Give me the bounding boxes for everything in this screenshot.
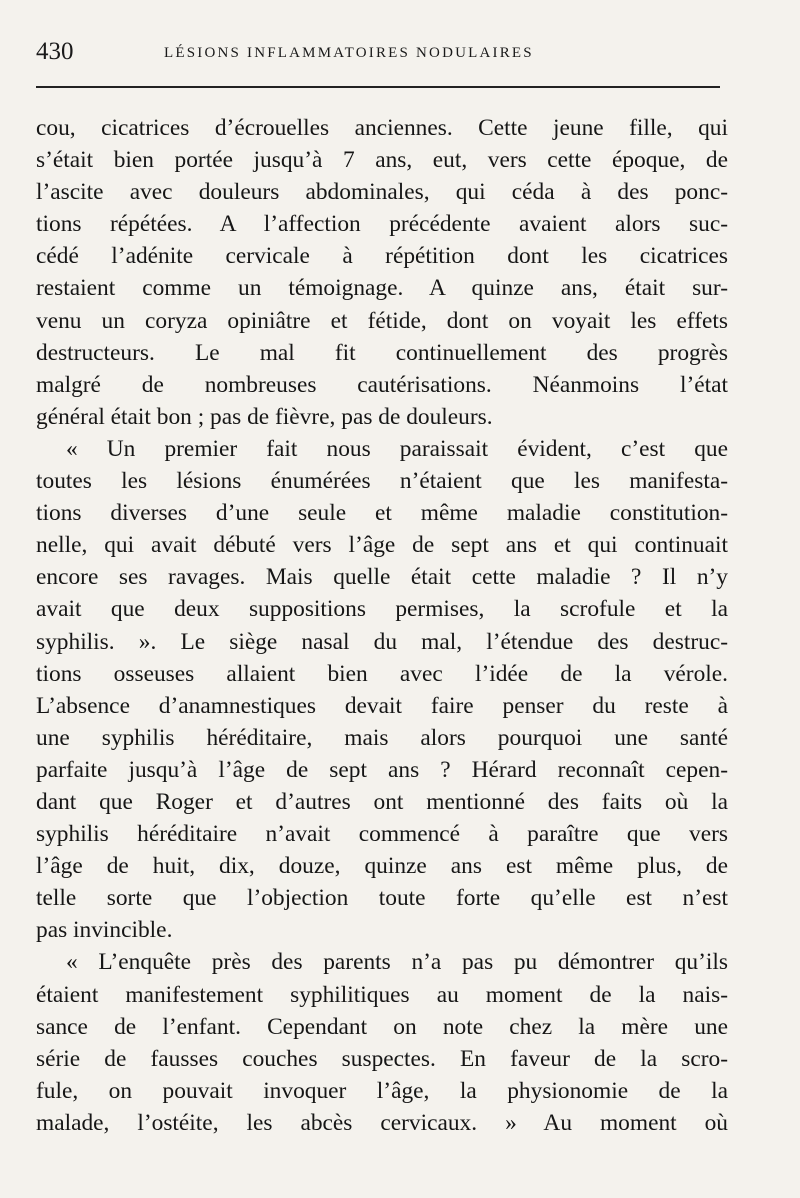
text-line: sance de l’enfant. Cependant on note chez la mère une [36,1013,728,1040]
text-line: cou, cicatrices d’écrouelles anciennes. Cette jeune fille, qui [36,115,728,141]
text-line: s’était bien portée jusqu’à 7 ans, eut, vers cette époque, de [36,147,728,174]
text-line: « L’enquête près des parents n’a pas pu démontrer qu’ils [66,949,728,976]
text-line: malade, l’ostéite, les abcès cervicaux. » Au moment où [36,1109,728,1136]
text-line: venu un coryza opiniâtre et fétide, dont on voyait les effets [36,307,728,334]
text-line: syphilis. ». Le siège nasal du mal, l’étendue des destruc- [36,628,728,655]
text-line: pas invincible. [36,917,173,944]
text-line: dant que Roger et d’autres ont mentionné des faits où la [36,788,728,815]
text-line: « Un premier fait nous paraissait évident, c’est que [66,435,728,462]
text-line: syphilis héréditaire n’avait commencé à paraître que vers [36,821,728,848]
running-title: LÉSIONS INFLAMMATOIRES NODULAIRES [164,45,534,61]
text-line: restaient comme un témoignage. A quinze ans, était sur- [36,275,728,302]
text-line: série de fausses couches suspectes. En faveur de la scro- [36,1045,728,1072]
text-line: nelle, qui avait débuté vers l’âge de sept ans et qui continuait [36,532,728,559]
text-line: l’âge de huit, dix, douze, quinze ans est même plus, de [36,853,728,880]
text-line: une syphilis héréditaire, mais alors pourquoi une santé [36,724,728,751]
text-line: encore ses ravages. Mais quelle était cette maladie ? Il n’y [36,564,728,591]
text-line: malgré de nombreuses cautérisations. Néanmoins l’état [36,371,728,398]
text-line: général était bon ; pas de fièvre, pas de douleurs. [36,403,493,430]
text-line: toutes les lésions énumérées n’étaient que les manifesta- [36,468,728,495]
page-number: 430 [36,38,74,65]
text-line: étaient manifestement syphilitiques au moment de la nais- [36,981,728,1008]
text-line: cédé l’adénite cervicale à répétition dont les cicatrices [36,243,728,270]
text-line: tions osseuses allaient bien avec l’idée de la vérole. [36,660,728,687]
text-line: tions diverses d’une seule et même maladie constitution- [36,500,728,527]
text-line: tions répétées. A l’affection précédente avaient alors suc- [36,211,728,238]
text-line: L’absence d’anamnestiques devait faire penser du reste à [36,692,728,719]
header-rule [36,86,720,88]
text-line: destructeurs. Le mal fit continuellement des progrès [36,339,728,366]
page-header [36,34,726,74]
text-line: telle sorte que l’objection toute forte qu’elle est n’est [36,885,728,912]
text-line: l’ascite avec douleurs abdominales, qui céda à des ponc- [36,179,728,206]
text-line: avait que deux suppositions permises, la scrofule et la [36,596,728,623]
text-line: fule, on pouvait invoquer l’âge, la physionomie de la [36,1077,728,1104]
body-text [36,112,728,1139]
text-line: parfaite jusqu’à l’âge de sept ans ? Hérard reconnaît cepen- [36,756,728,783]
